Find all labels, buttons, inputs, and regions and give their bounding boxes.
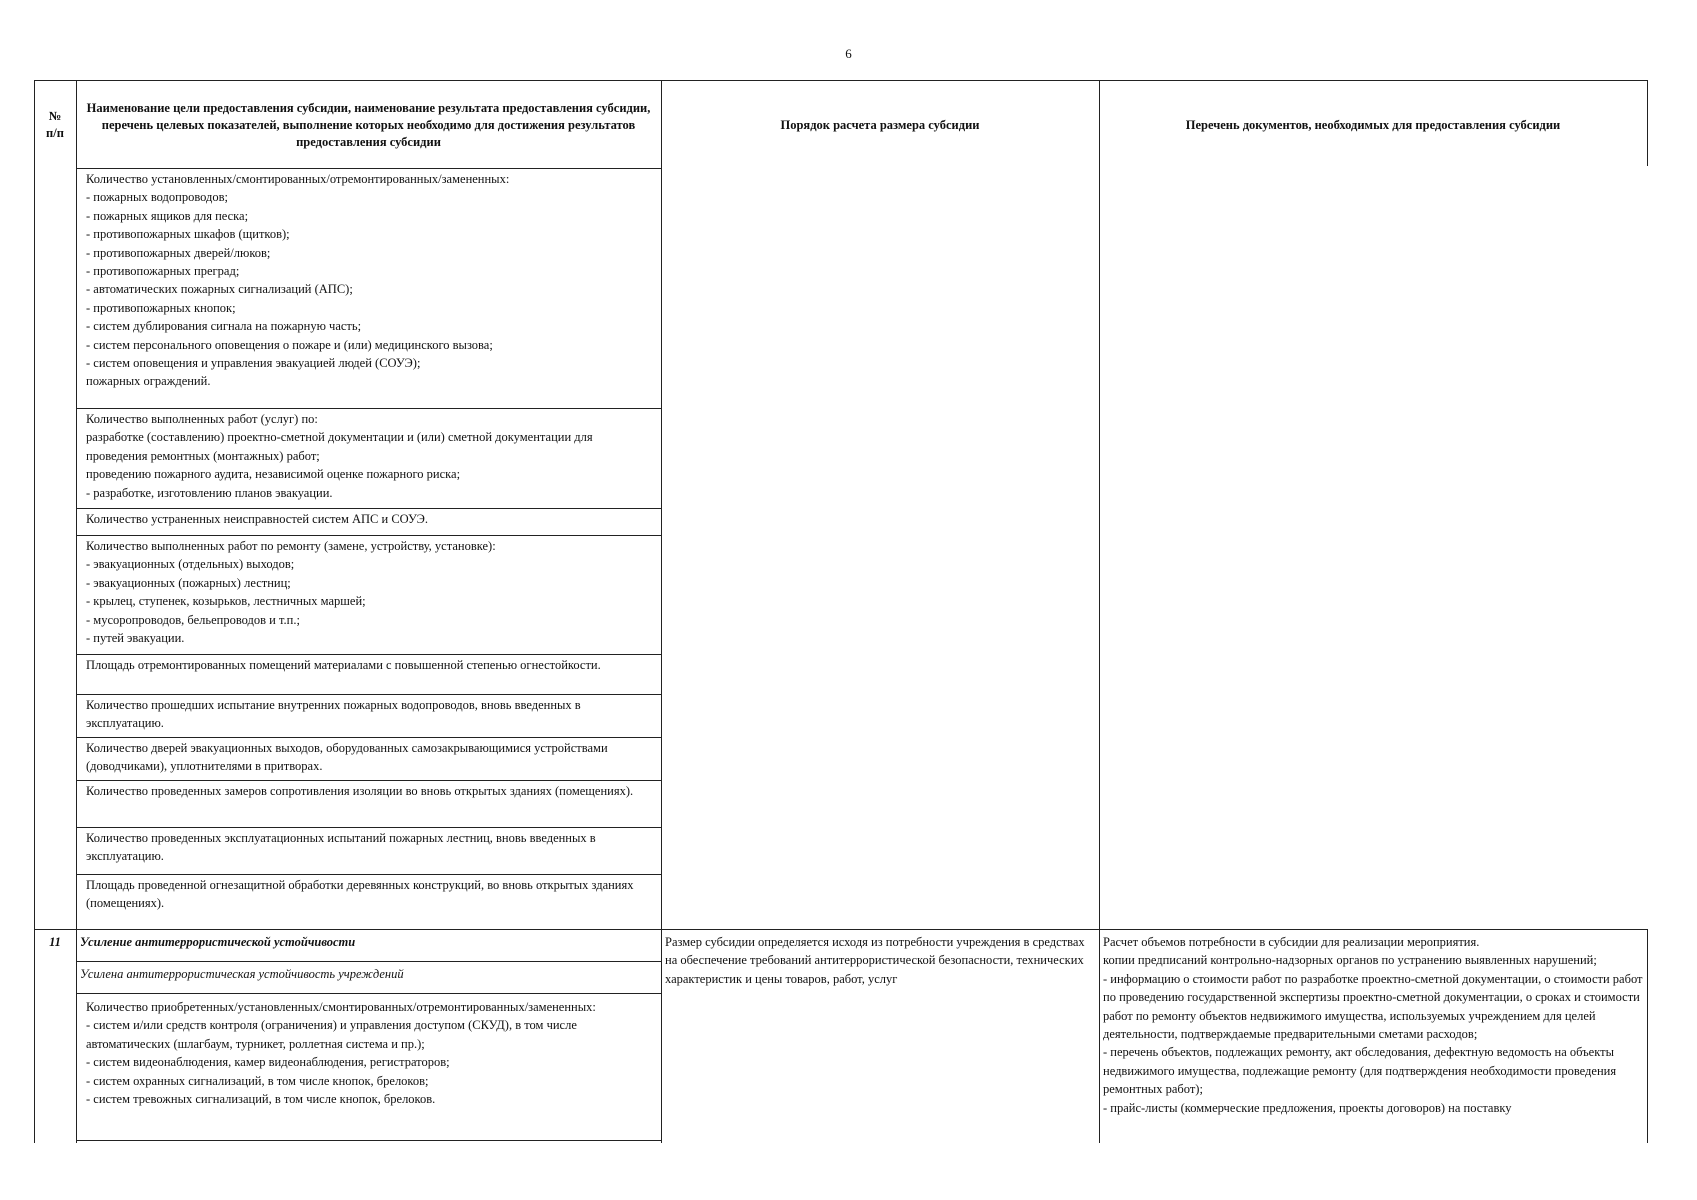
- table-top-border: [34, 80, 1647, 81]
- section-number: 11: [49, 935, 61, 949]
- row-divider: [76, 694, 661, 695]
- row-divider: [76, 993, 661, 994]
- row-divider: [76, 737, 661, 738]
- column-border: [1647, 929, 1648, 1143]
- row-divider: [76, 535, 661, 536]
- row-divider: [76, 780, 661, 781]
- indicator-cell: Количество дверей эвакуационных выходов, оборудованных самозакрывающимися устройствами (доводчиками), уплотнителями в притворах.: [86, 741, 608, 774]
- row-divider: [76, 654, 661, 655]
- column-border: [34, 80, 35, 1143]
- column-border: [1647, 80, 1648, 166]
- indicator-cell: Количество выполненных работ по ремонту (замене, устройству, установке): - эвакуационных (отдельных) выходов; - эвакуационных (пожарных) лестниц; - крылец, ступенек, козырьков, лестничных маршей; - мусоропроводов, бельепроводов и т.п.; - путей эвакуации.: [86, 539, 496, 646]
- header-docs: Перечень документов, необходимых для предоставления субсидии: [1185, 117, 1561, 132]
- row-divider: [76, 827, 661, 828]
- indicator-cell: Площадь отремонтированных помещений материалами с повышенной степенью огнестойкости.: [86, 658, 601, 672]
- column-border: [76, 80, 77, 1143]
- page-number: 6: [845, 46, 852, 61]
- indicator-cell: Количество выполненных работ (услуг) по: разработке (составлению) проектно-сметной документации и (или) сметной документации для проведения ремонтных (монтажных) работ; проведению пожарного аудита, независимой оценке пожарного риска; - разработке, изготовлению планов эвакуации.: [86, 412, 593, 500]
- row-divider: [76, 874, 661, 875]
- indicator-cell: Количество прошедших испытание внутренних пожарных водопроводов, вновь введенных в эксплуатацию.: [86, 698, 581, 731]
- section-indicator: Количество приобретенных/установленных/смонтированных/отремонтированных/замененных: - систем и/или средств контроля (ограничения) и управления доступом (СКУД), в том числе автоматических (шлагбаум, турникет, роллетная система и пр.); - систем видеонаблюдения, камер видеонаблюдения, регистраторов; - систем охранных сигнализаций, в том числе кнопок, брелоков; - систем тревожных сигнализаций, в том числе кнопок, брелоков.: [86, 1000, 596, 1107]
- indicator-cell: Количество проведенных эксплуатационных испытаний пожарных лестниц, вновь введенных в эксплуатацию.: [86, 831, 596, 864]
- row-divider: [76, 961, 661, 962]
- column-border: [1099, 80, 1100, 1143]
- row-divider: [76, 408, 661, 409]
- row-divider: [76, 1140, 661, 1141]
- indicator-cell: Количество устраненных неисправностей систем АПС и СОУЭ.: [86, 512, 429, 526]
- header-goal: Наименование цели предоставления субсидии, наименование результата предоставления субсидии, перечень целевых показателей, выполнение которых необходимо для достижения результатов предоставления субсидии: [86, 100, 651, 149]
- header-bottom-border: [76, 168, 661, 169]
- row-divider: [76, 508, 661, 509]
- indicator-cell: Количество установленных/смонтированных/отремонтированных/замененных: - пожарных водопроводов; - пожарных ящиков для песка; - противопожарных шкафов (щитков); - противопожарных дверей/люков; - противопожарных преград; - автоматических пожарных сигнализаций (АПС); - противопожарных кнопок; - систем дублирования сигнала на пожарную часть; - систем персонального оповещения о пожаре и (или) медицинского вызова; - систем оповещения и управления эвакуацией людей (СОУЭ); пожарных ограждений.: [86, 172, 510, 389]
- header-number: № п/п: [46, 109, 64, 140]
- section-docs: Расчет объемов потребности в субсидии для реализации мероприятия. копии предписаний контрольно-надзорных органов по устранению выявленных нарушений; - информацию о стоимости работ по разработке проектно-сметной документации, о стоимости работ по проведению государственной экспертизы проектно-сметной документации, о сроках и стоимости работ по ремонту объектов недвижимого имущества, используемых учреждением для целей деятельности, подтверждаемые предварительными сметами расходов; - перечень объектов, подлежащих ремонту, акт обследования, дефектную ведомость на объекты недвижимого имущества, подлежащие ремонту (для подтверждения необходимости проведения ремонтных работ); - прайс-листы (коммерческие предложения, проекты договоров) на поставку: [1103, 935, 1643, 1115]
- section-result: Усилена антитеррористическая устойчивость учреждений: [80, 967, 404, 981]
- column-border: [661, 80, 662, 1143]
- header-calc: Порядок расчета размера субсидии: [780, 117, 980, 132]
- indicator-cell: Количество проведенных замеров сопротивления изоляции во вновь открытых зданиях (помещениях).: [86, 784, 634, 798]
- indicator-cell: Площадь проведенной огнезащитной обработки деревянных конструкций, во вновь открытых зданиях (помещениях).: [86, 878, 634, 911]
- section-calc: Размер субсидии определяется исходя из потребности учреждения в средствах на обеспечение требований антитеррористической безопасности, технических характеристик и цены товаров, работ, услуг: [665, 935, 1085, 986]
- section-divider: [34, 929, 1647, 930]
- section-title: Усиление антитеррористической устойчивости: [80, 935, 356, 949]
